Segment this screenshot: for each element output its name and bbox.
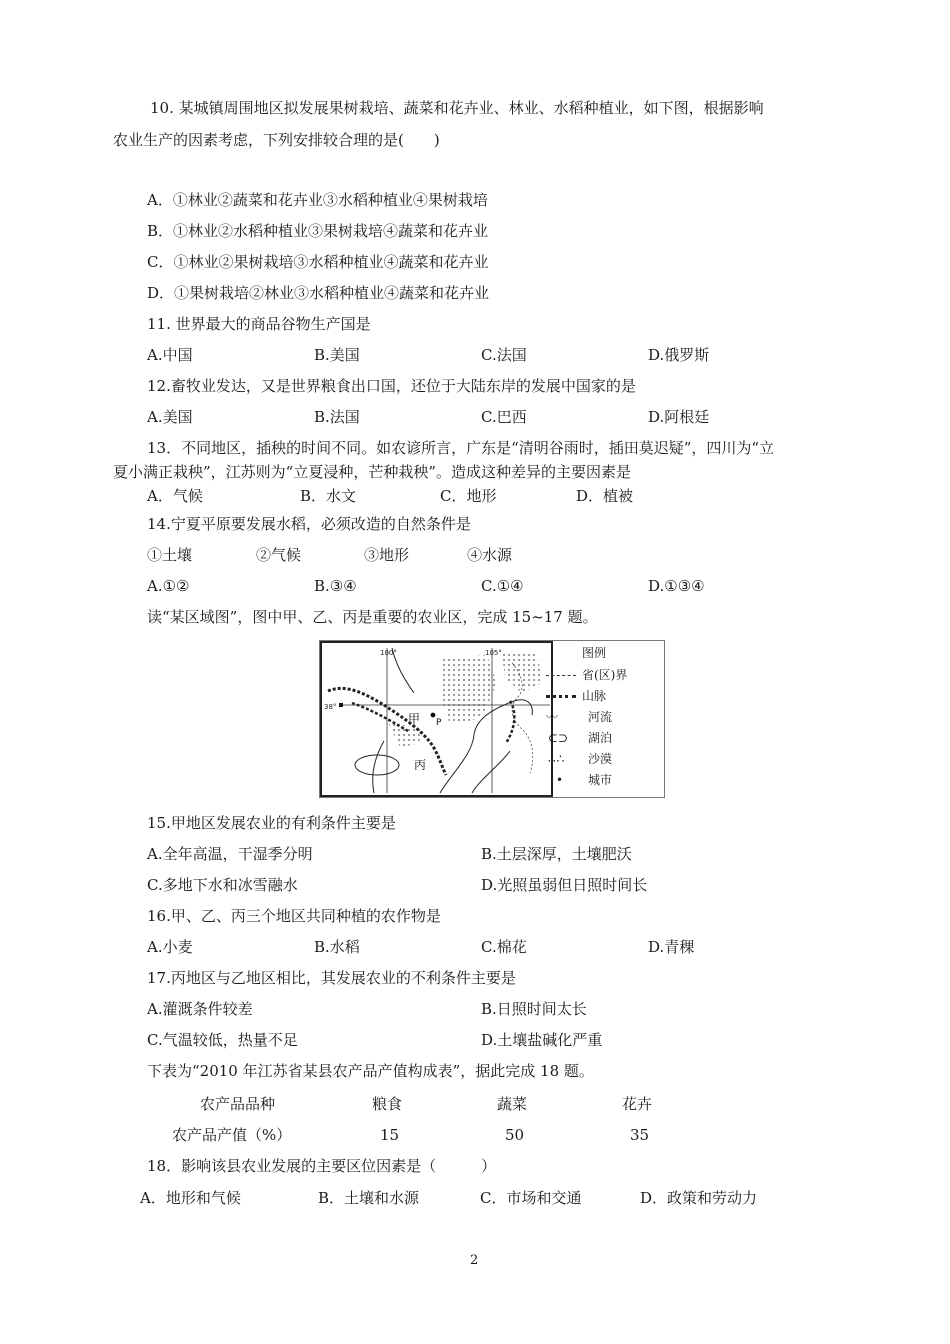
table-cell-grain: 15 — [380, 1126, 400, 1144]
q18-intro: 下表为“2010 年江苏省某县农产品产值构成表”，据此完成 18 题。 — [147, 1062, 594, 1080]
legend-lake — [548, 731, 613, 745]
q15-option-b: B.土层深厚，土壤肥沃 — [481, 845, 632, 863]
q14-stem: 14.宁夏平原要发展水稻，必须改造的自然条件是 — [147, 515, 471, 533]
page-number: 2 — [470, 1253, 479, 1268]
q10-stem-line1: 10. 某城镇周围地区拟发展果树栽培、蔬菜和花卉业、林业、水稻种植业，如下图，根据影响 — [150, 99, 764, 117]
lake-symbol: ⊂⊃ — [548, 731, 569, 745]
q11-option-d: D.俄罗斯 — [648, 346, 710, 364]
q10-option-c: C．①林业②果树栽培③水稻种植业④蔬菜和花卉业 — [147, 253, 489, 271]
label-38: 38° — [324, 703, 337, 711]
q10-option-d: D．①果树栽培②林业③水稻种植业④蔬菜和花卉业 — [147, 284, 490, 302]
q18-option-a: A．地形和气候 — [140, 1189, 241, 1207]
legend-river-label: 河流 — [588, 710, 613, 724]
legend-desert — [548, 752, 613, 766]
q14-option-a: A.①② — [147, 577, 190, 595]
q16-option-a: A.小麦 — [147, 938, 193, 956]
city-symbol: • — [556, 773, 564, 787]
q15-option-c: C.多地下水和冰雪融水 — [147, 876, 298, 894]
legend-city-label: 城市 — [588, 773, 613, 787]
desert-symbol: ∴∴ — [548, 752, 566, 766]
q12-option-b: B.法国 — [314, 408, 360, 426]
q17-stem: 17.丙地区与乙地区相比，其发展农业的不利条件主要是 — [147, 969, 516, 987]
legend-mountain-label: 山脉 — [582, 689, 607, 703]
q17-option-c: C.气温较低，热量不足 — [147, 1031, 298, 1049]
river — [373, 741, 384, 793]
legend-lake-label: 湖泊 — [588, 731, 613, 745]
q13-stem-line1: 13．不同地区，插秧的时间不同。如农谚所言，广东是“清明谷雨时，插田莫迟疑”，四川为“立 — [147, 439, 775, 457]
q10-option-b: B．①林业②水稻种植业③果树栽培④蔬菜和花卉业 — [147, 222, 489, 240]
table-cell-flowers: 35 — [630, 1126, 650, 1144]
q16-option-b: B.水稻 — [314, 938, 360, 956]
legend-river — [546, 710, 613, 724]
q10-option-a: A．①林业②蔬菜和花卉业③水稻种植业④果树栽培 — [147, 191, 488, 209]
legend-city — [556, 773, 613, 787]
legend-boundary-label: 省(区)界 — [582, 668, 628, 682]
q14-option-b: B.③④ — [314, 577, 357, 595]
q14-item-1: ①土壤 — [147, 546, 193, 564]
q16-stem: 16.甲、乙、丙三个地区共同种植的农作物是 — [147, 907, 441, 925]
table-row-label: 农产品产值（%） — [172, 1126, 292, 1144]
q18-option-b: B．土壤和水源 — [318, 1189, 420, 1207]
desert-area — [502, 651, 542, 693]
q11-option-a: A.中国 — [147, 346, 193, 364]
label-jia: 甲 — [408, 712, 421, 726]
label-100: 100° — [380, 649, 397, 657]
q12-stem: 12.畜牧业发达，又是世界粮食出口国，还位于大陆东岸的发展中国家的是 — [147, 377, 636, 395]
q12-option-d: D.阿根廷 — [648, 408, 710, 426]
mountain-range — [506, 701, 514, 743]
label-105: 105° — [485, 649, 502, 657]
q10-stem-line2: 农业生产的因素考虑，下列安排较合理的是( ) — [113, 131, 440, 149]
table-header-vegetables: 蔬菜 — [497, 1095, 528, 1113]
legend-boundary — [582, 668, 627, 682]
q14-item-4: ④水源 — [467, 546, 513, 564]
q18-option-c: C．市场和交通 — [480, 1189, 582, 1207]
q13-option-b: B．水文 — [300, 487, 357, 505]
legend-title: 图例 — [582, 646, 607, 660]
map-drawing — [322, 643, 551, 795]
q14-item-3: ③地形 — [364, 546, 410, 564]
q13-option-c: C．地形 — [440, 487, 497, 505]
q18-stem: 18．影响该县农业发展的主要区位因素是（ ） — [147, 1157, 497, 1175]
region-map — [320, 641, 553, 797]
label-p: P — [436, 718, 442, 728]
river-symbol: 〰 — [546, 710, 559, 724]
mountain-symbol — [546, 695, 576, 698]
legend-desert-label: 沙漠 — [588, 752, 613, 766]
boundary-symbol — [546, 675, 576, 676]
q18-option-d: D．政策和劳动力 — [640, 1189, 758, 1207]
desert-area — [440, 655, 497, 725]
q13-stem-line2: 夏小满正栽秧”，江苏则为“立夏浸种，芒种栽秧”。造成这种差异的主要因素是 — [113, 463, 632, 481]
label-bing: 丙 — [414, 758, 427, 772]
region-map-figure — [319, 640, 665, 798]
q13-option-d: D．植被 — [576, 487, 634, 505]
q15-option-d: D.光照虽弱但日照时间长 — [481, 876, 648, 894]
table-cell-vegetables: 50 — [505, 1126, 525, 1144]
q14-option-d: D.①③④ — [648, 577, 705, 595]
q12-option-a: A.美国 — [147, 408, 193, 426]
desert-area — [388, 723, 422, 747]
q16-option-c: C.棉花 — [481, 938, 527, 956]
q13-option-a: A．气候 — [147, 487, 203, 505]
q15-option-a: A.全年高温，干湿季分明 — [147, 845, 313, 863]
city-marker — [339, 703, 343, 707]
q17-option-b: B.日照时间太长 — [481, 1000, 587, 1018]
river — [472, 751, 510, 793]
q12-option-c: C.巴西 — [481, 408, 527, 426]
q17-option-d: D.土壤盐碱化严重 — [481, 1031, 603, 1049]
q11-option-c: C.法国 — [481, 346, 527, 364]
q15-stem: 15.甲地区发展农业的有利条件主要是 — [147, 814, 396, 832]
q14-option-c: C.①④ — [481, 577, 524, 595]
q11-option-b: B.美国 — [314, 346, 360, 364]
q16-option-d: D.青稞 — [648, 938, 695, 956]
table-header-category: 农产品品种 — [200, 1095, 276, 1113]
q15-17-intro: 读“某区域图”，图中甲、乙、丙是重要的农业区，完成 15~17 题。 — [147, 608, 598, 626]
city-point-p — [431, 713, 436, 718]
q11-stem: 11. 世界最大的商品谷物生产国是 — [147, 315, 371, 333]
lake — [355, 755, 399, 775]
q14-item-2: ②气候 — [256, 546, 302, 564]
legend-mountain — [582, 689, 606, 703]
q17-option-a: A.灌溉条件较差 — [147, 1000, 253, 1018]
table-header-flowers: 花卉 — [622, 1095, 653, 1113]
table-header-grain: 粮食 — [372, 1095, 403, 1113]
